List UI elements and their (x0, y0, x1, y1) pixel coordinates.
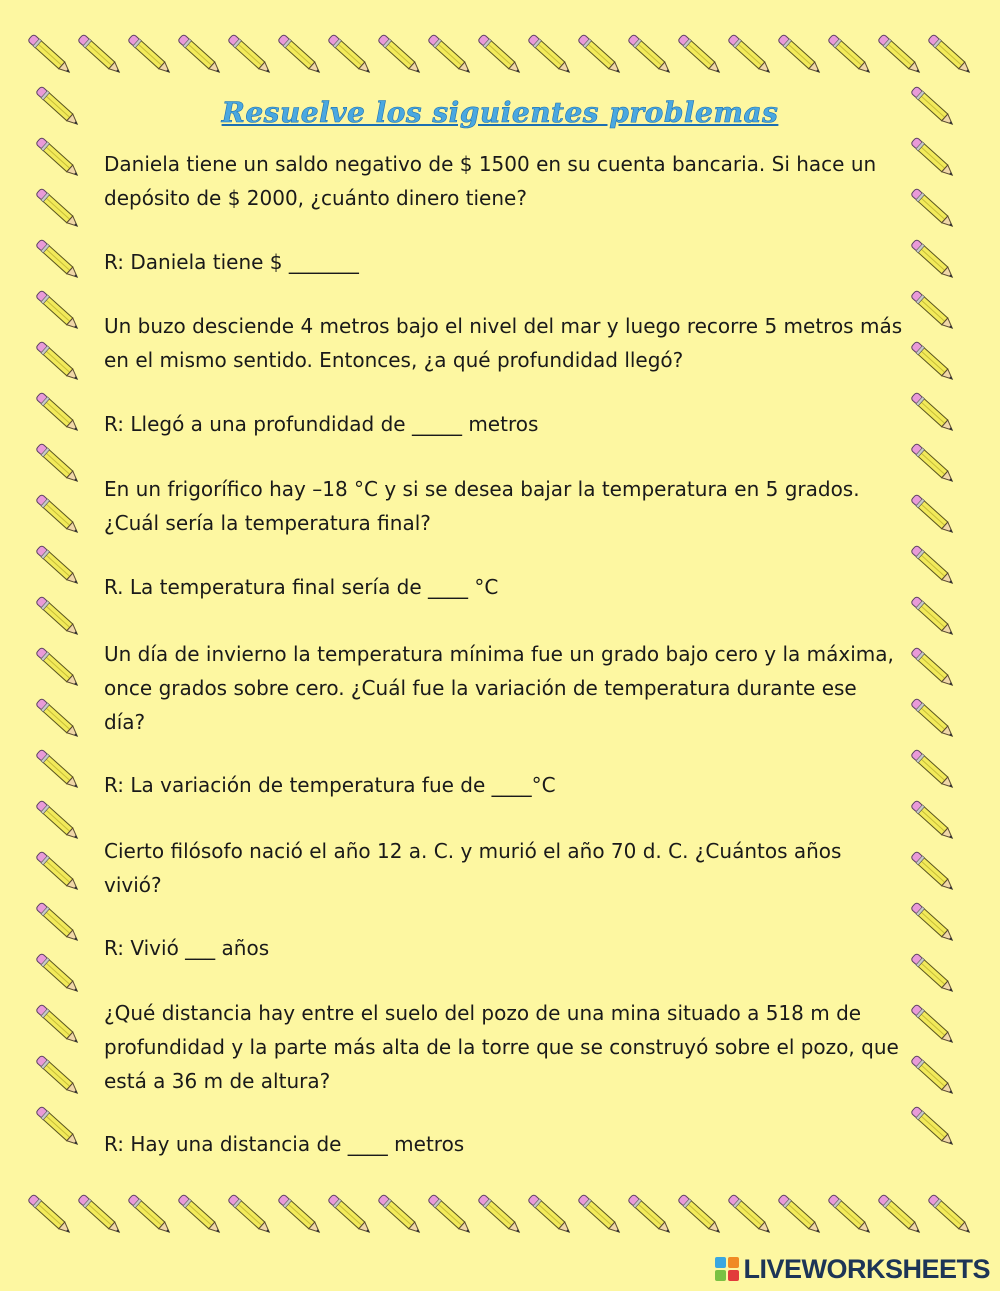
pencil-icon (477, 1194, 523, 1237)
pencil-icon (877, 34, 923, 77)
pencil-icon (910, 953, 956, 996)
pencil-icon (35, 137, 81, 180)
pencil-icon (35, 188, 81, 231)
pencil-icon (35, 698, 81, 741)
pencil-icon (35, 596, 81, 639)
pencil-icon (910, 341, 956, 384)
pencil-icon (910, 545, 956, 588)
pencil-icon (35, 647, 81, 690)
problem-4-answer[interactable]: R: La variación de temperatura fue de ____°C (104, 773, 556, 797)
pencil-icon (327, 1194, 373, 1237)
pencil-icon (910, 1004, 956, 1047)
pencil-icon (27, 34, 73, 77)
problem-3-question: En un frigorífico hay –18 °C y si se desea bajar la temperatura en 5 grados. ¿Cuál sería la temperatura final? (104, 477, 860, 535)
pencil-icon (35, 341, 81, 384)
pencil-icon (910, 443, 956, 486)
pencil-icon (910, 392, 956, 435)
problem-2-question: Un buzo desciende 4 metros bajo el nivel del mar y luego recorre 5 metros más en el mismo sentido. Entonces, ¿a qué profundidad llegó? (104, 314, 903, 372)
pencil-icon (27, 1194, 73, 1237)
pencil-icon (777, 34, 823, 77)
pencil-icon (35, 443, 81, 486)
pencil-icon (677, 34, 723, 77)
pencil-icon (727, 34, 773, 77)
pencil-icon (377, 34, 423, 77)
pencil-icon (35, 749, 81, 792)
pencil-icon (827, 34, 873, 77)
pencil-icon (77, 1194, 123, 1237)
pencil-icon (577, 1194, 623, 1237)
pencil-icon (777, 1194, 823, 1237)
pencil-icon (910, 188, 956, 231)
pencil-icon (427, 34, 473, 77)
problem-3-answer[interactable]: R. La temperatura final sería de ____ °C (104, 575, 499, 599)
liveworksheets-logo (715, 1252, 990, 1286)
pencil-icon (35, 290, 81, 333)
problem-6-question: ¿Qué distancia hay entre el suelo del pozo de una mina situado a 518 m de profundidad y la parte más alta de la torre que se construyó sobre el pozo, que está a 36 m de altura? (104, 1001, 899, 1093)
worksheet-title: Resuelve los siguientes problemas (221, 96, 779, 129)
pencil-icon (577, 34, 623, 77)
pencil-icon (177, 34, 223, 77)
problem-2-answer[interactable]: R: Llegó a una profundidad de _____ metros (104, 412, 539, 436)
pencil-icon (527, 34, 573, 77)
pencil-icon (910, 902, 956, 945)
pencil-icon (910, 239, 956, 282)
pencil-icon (277, 1194, 323, 1237)
pencil-icon (177, 1194, 223, 1237)
pencil-icon (35, 1055, 81, 1098)
pencil-icon (910, 851, 956, 894)
pencil-icon (127, 34, 173, 77)
pencil-icon (910, 494, 956, 537)
pencil-icon (927, 34, 973, 77)
pencil-icon (910, 1055, 956, 1098)
pencil-icon (827, 1194, 873, 1237)
pencil-icon (910, 137, 956, 180)
pencil-icon (377, 1194, 423, 1237)
logo-icon (715, 1257, 739, 1281)
problem-6-answer[interactable]: R: Hay una distancia de ____ metros (104, 1132, 465, 1156)
logo-text: LIVEWORKSHEETS (743, 1253, 990, 1284)
pencil-icon (227, 1194, 273, 1237)
pencil-icon (35, 392, 81, 435)
pencil-icon (677, 1194, 723, 1237)
pencil-icon (77, 34, 123, 77)
problem-1-answer[interactable]: R: Daniela tiene $ _______ (104, 250, 359, 274)
problem-5-question: Cierto filósofo nació el año 12 a. C. y murió el año 70 d. C. ¿Cuántos años vivió? (104, 839, 842, 897)
pencil-icon (35, 1004, 81, 1047)
pencil-icon (910, 749, 956, 792)
pencil-icon (927, 1194, 973, 1237)
problem-1-question: Daniela tiene un saldo negativo de $ 1500 en su cuenta bancaria. Si hace un depósito de $ 2000, ¿cuánto dinero tiene? (104, 152, 877, 210)
pencil-icon (910, 800, 956, 843)
pencil-icon (477, 34, 523, 77)
pencil-icon (910, 1106, 956, 1149)
pencil-icon (527, 1194, 573, 1237)
pencil-icon (227, 34, 273, 77)
problem-5-answer[interactable]: R: Vivió ___ años (104, 936, 270, 960)
problem-4-question: Un día de invierno la temperatura mínima fue un grado bajo cero y la máxima, once grados sobre cero. ¿Cuál fue la variación de temperatura durante ese día? (104, 642, 894, 734)
pencil-icon (277, 34, 323, 77)
pencil-icon (877, 1194, 923, 1237)
pencil-icon (910, 698, 956, 741)
pencil-icon (327, 34, 373, 77)
pencil-icon (35, 953, 81, 996)
pencil-icon (127, 1194, 173, 1237)
pencil-icon (35, 851, 81, 894)
pencil-icon (910, 596, 956, 639)
pencil-icon (910, 290, 956, 333)
pencil-icon (35, 800, 81, 843)
pencil-icon (35, 494, 81, 537)
pencil-icon (427, 1194, 473, 1237)
pencil-icon (910, 647, 956, 690)
pencil-icon (627, 34, 673, 77)
pencil-icon (35, 902, 81, 945)
pencil-icon (35, 239, 81, 282)
pencil-icon (35, 545, 81, 588)
pencil-icon (35, 1106, 81, 1149)
pencil-icon (727, 1194, 773, 1237)
pencil-icon (627, 1194, 673, 1237)
